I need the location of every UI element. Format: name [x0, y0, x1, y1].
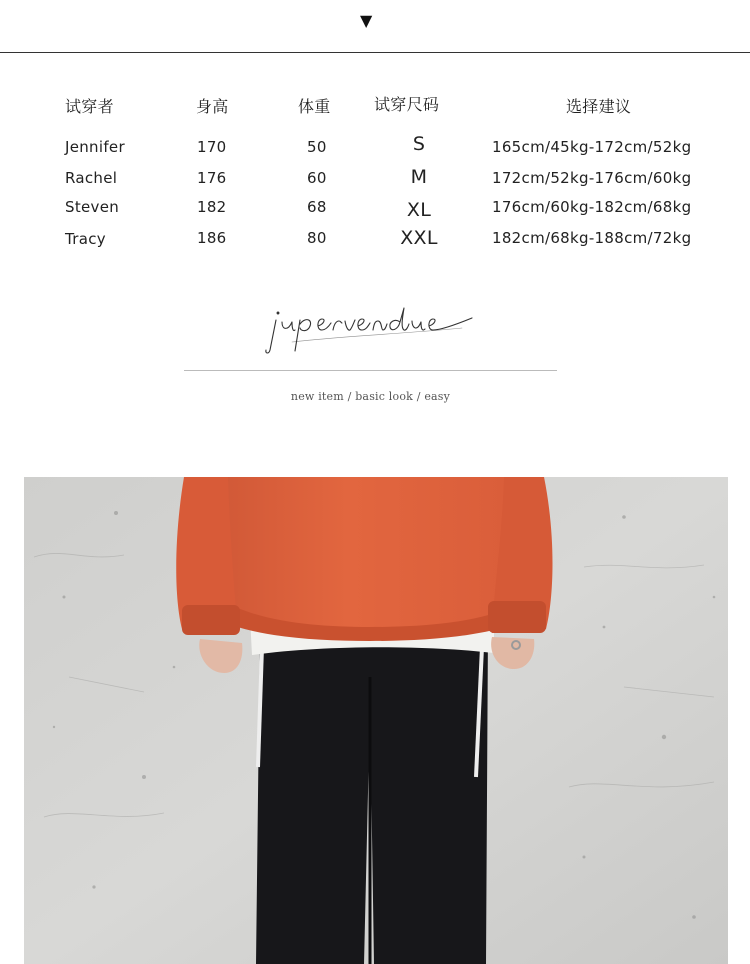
row-name: Tracy: [65, 230, 106, 248]
row-size: XL: [406, 199, 432, 221]
tagline: new item / basic look / easy: [290, 390, 451, 403]
row-name: Rachel: [65, 169, 118, 187]
row-height: 186: [197, 229, 227, 247]
row-weight: 60: [307, 169, 327, 187]
header-suggestion: 选择建议: [566, 97, 632, 116]
row-weight: 68: [307, 198, 327, 216]
down-arrow-icon: ▼: [360, 11, 373, 30]
header-tester: 试穿者: [65, 97, 114, 116]
signature-logo: [262, 306, 488, 356]
row-size: XXL: [400, 227, 438, 249]
header-height: 身高: [196, 97, 229, 116]
model-illustration: [24, 477, 728, 964]
row-suggestion: 165cm/45kg-172cm/52kg: [492, 138, 692, 156]
header-size: 试穿尺码: [374, 95, 440, 114]
row-size: M: [410, 166, 428, 188]
row-height: 182: [197, 198, 227, 216]
header-weight: 体重: [298, 97, 331, 116]
product-photo: [24, 477, 728, 964]
signature-divider: [184, 370, 557, 371]
top-strip: [0, 0, 750, 54]
row-suggestion: 172cm/52kg-176cm/60kg: [492, 169, 692, 187]
size-fit-table: [0, 80, 750, 260]
row-name: Steven: [65, 198, 120, 216]
row-size: S: [412, 133, 426, 155]
top-divider: [0, 52, 750, 53]
row-weight: 50: [307, 138, 327, 156]
row-suggestion: 182cm/68kg-188cm/72kg: [492, 229, 692, 247]
row-weight: 80: [307, 229, 327, 247]
row-height: 170: [197, 138, 227, 156]
row-suggestion: 176cm/60kg-182cm/68kg: [492, 198, 692, 216]
row-height: 176: [197, 169, 227, 187]
row-name: Jennifer: [65, 138, 125, 156]
